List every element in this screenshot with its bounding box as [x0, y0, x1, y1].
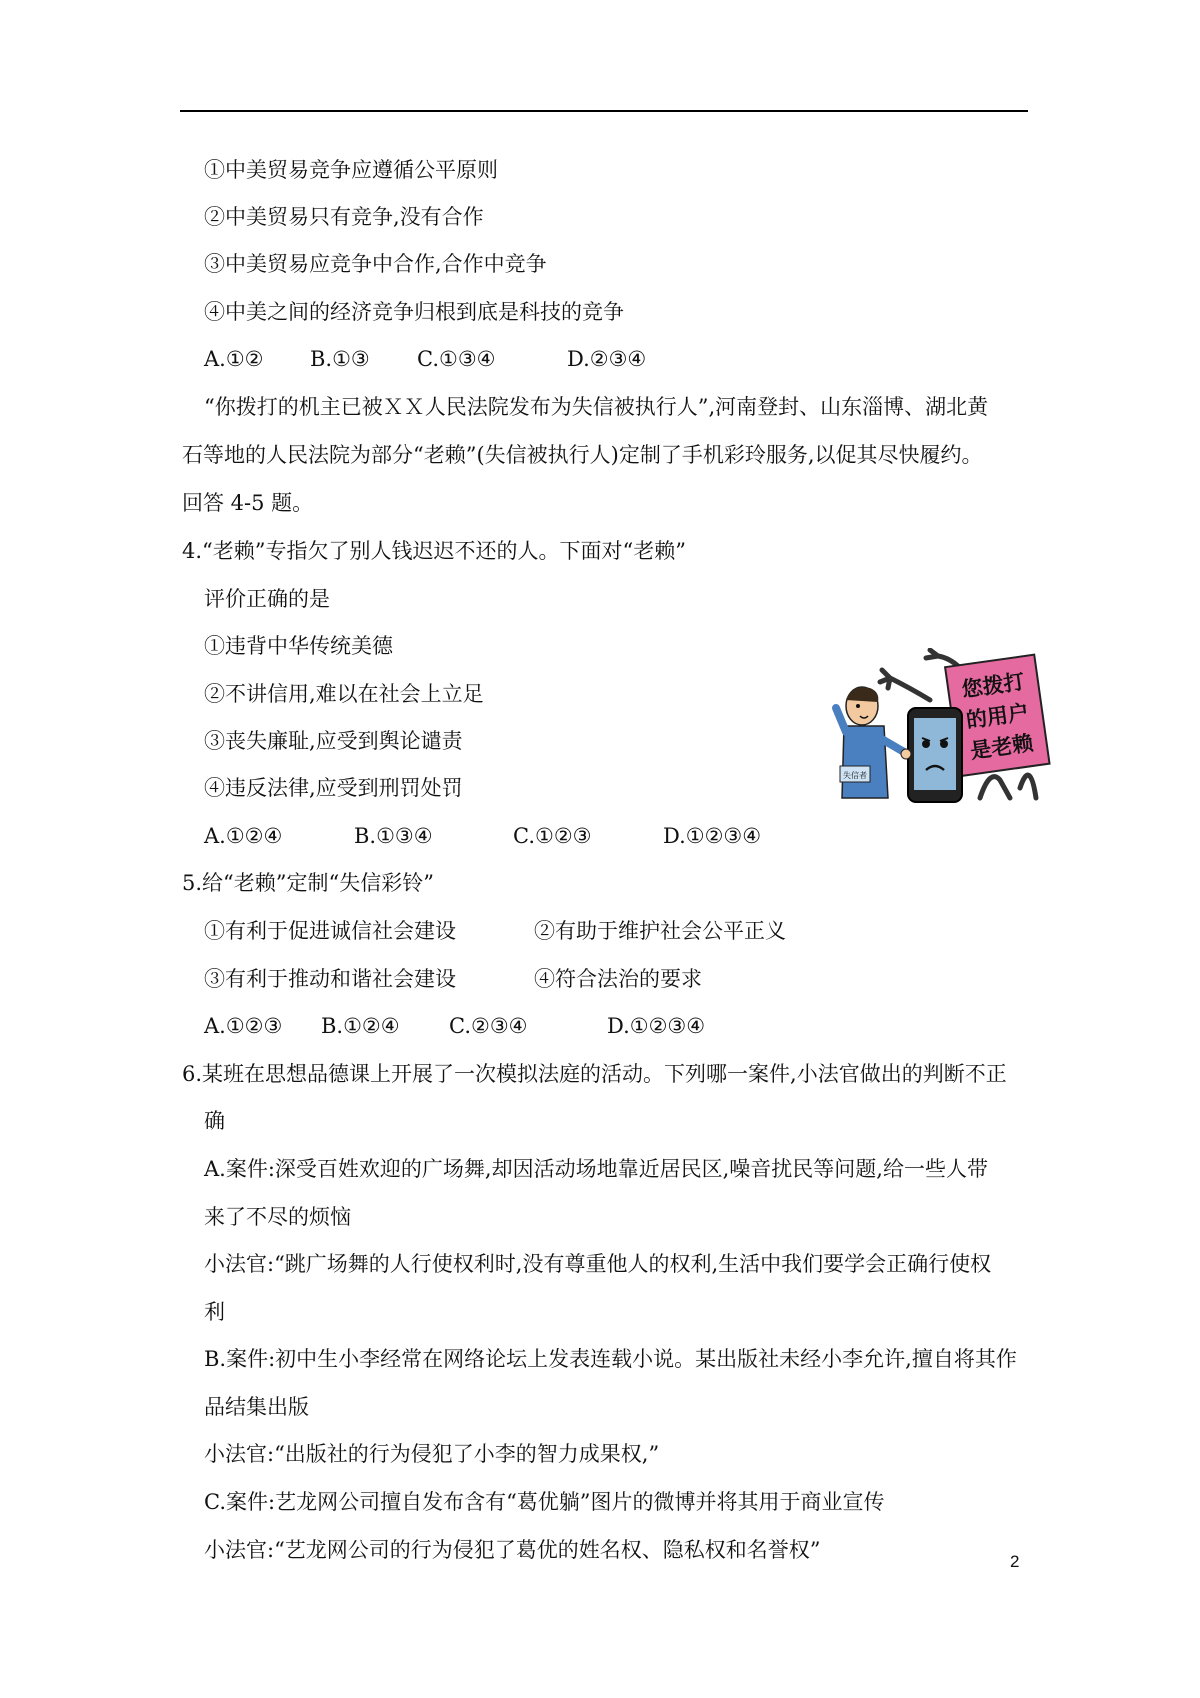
q4-item-1: ①违背中华传统美德 [204, 634, 393, 658]
laolai-cartoon-illustration [830, 648, 1066, 806]
q4-option-b: B.①③④ [354, 824, 433, 848]
badge-text: 失信者 [843, 771, 867, 780]
q5-item-3: ③有利于推动和谐社会建设 [204, 967, 456, 991]
q4-stem-1: 4.“老赖”专指欠了别人钱迟迟不还的人。下面对“老赖” [182, 539, 686, 563]
q6-a-judge-1: 小法官:“跳广场舞的人行使权利时,没有尊重他人的权利,生活中我们要学会正确行使权 [204, 1252, 992, 1276]
header-rule [180, 110, 1028, 112]
q6-stem-1: 6.某班在思想品德课上开展了一次模拟法庭的活动。下列哪一案件,小法官做出的判断不正 [182, 1062, 1007, 1086]
q3-item-4: ④中美之间的经济竞争归根到底是科技的竞争 [204, 300, 624, 324]
q6-c-judge: 小法官:“艺龙网公司的行为侵犯了葛优的姓名权、隐私权和名誉权” [204, 1538, 821, 1562]
q5-option-c: C.②③④ [449, 1014, 528, 1038]
sign-text-line-2: 的用户 [964, 700, 1031, 733]
monster-legs [980, 775, 1036, 798]
q5-option-b: B.①②④ [321, 1014, 400, 1038]
q3-option-a: A.①② [204, 347, 264, 371]
q6-a-case-2: 来了不尽的烦恼 [204, 1205, 351, 1229]
q6-b-case-1: B.案件:初中生小李经常在网络论坛上发表连载小说。某出版社未经小李允许,擅自将其作 [204, 1347, 1017, 1371]
q4-option-a: A.①②④ [204, 824, 283, 848]
q3-option-c: C.①③④ [417, 347, 496, 371]
q5-option-a: A.①②③ [204, 1014, 283, 1038]
q3-item-3: ③中美贸易应竞争中合作,合作中竞争 [204, 252, 547, 276]
q4-option-c: C.①②③ [513, 824, 592, 848]
q6-a-case-1: A.案件:深受百姓欢迎的广场舞,却因活动场地靠近居民区,噪音扰民等问题,给一些人带 [204, 1157, 988, 1181]
q6-b-judge: 小法官:“出版社的行为侵犯了小李的智力成果权,” [204, 1442, 660, 1466]
q6-a-judge-2: 利 [204, 1300, 225, 1324]
q5-option-d: D.①②③④ [607, 1014, 706, 1038]
q4-item-2: ②不讲信用,难以在社会上立足 [204, 682, 484, 706]
q5-item-1: ①有利于促进诚信社会建设 [204, 919, 456, 943]
q6-b-case-2: 品结集出版 [204, 1395, 309, 1419]
monster-arm-left [880, 670, 930, 700]
q6-c-case: C.案件:艺龙网公司擅自发布含有“葛优躺”图片的微博并将其用于商业宣传 [204, 1490, 885, 1514]
q5-stem: 5.给“老赖”定制“失信彩铃” [182, 871, 434, 895]
q4-item-3: ③丧失廉耻,应受到舆论谴责 [204, 729, 463, 753]
q3-option-b: B.①③ [310, 347, 370, 371]
q3-item-2: ②中美贸易只有竞争,没有合作 [204, 205, 484, 229]
q4-item-4: ④违反法律,应受到刑罚处罚 [204, 776, 463, 800]
q5-item-2: ②有助于维护社会公平正义 [534, 919, 786, 943]
q4-stem-2: 评价正确的是 [204, 587, 330, 611]
q3-option-d: D.②③④ [567, 347, 647, 371]
q5-item-4: ④符合法治的要求 [534, 967, 702, 991]
q3-item-1: ①中美贸易竞争应遵循公平原则 [204, 158, 498, 182]
phone-character [908, 708, 962, 802]
material-line-1: “你拨打的机主已被ＸＸ人民法院发布为失信被执行人”,河南登封、山东淄博、湖北黄 [204, 395, 989, 419]
q6-stem-2: 确 [204, 1109, 225, 1133]
q4-option-d: D.①②③④ [663, 824, 762, 848]
man-character [836, 687, 911, 798]
sign-text-line-1: 您拨打 [960, 669, 1026, 702]
page-number: 2 [1010, 1552, 1020, 1571]
material-line-2: 石等地的人民法院为部分“老赖”(失信被执行人)定制了手机彩玲服务,以促其尽快履约。 [182, 443, 983, 467]
sign-text-line-3: 是老赖 [968, 730, 1035, 764]
material-line-3: 回答 4-5 题。 [182, 491, 314, 515]
